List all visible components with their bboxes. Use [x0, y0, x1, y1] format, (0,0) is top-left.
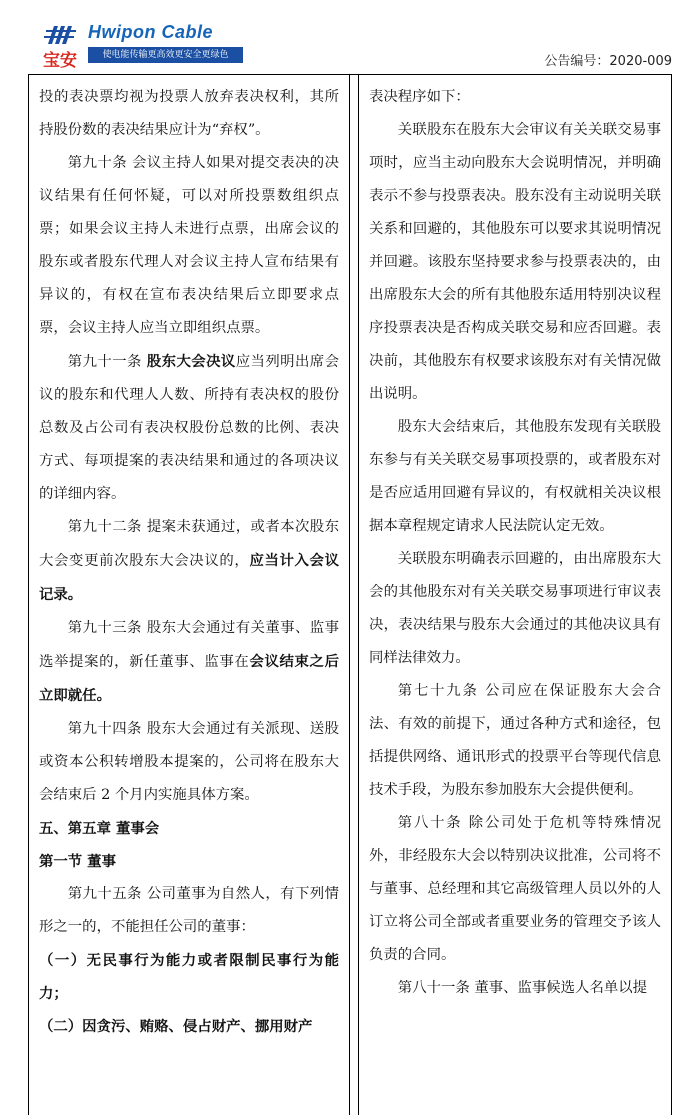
article-93-body: 第九十三条 股东大会通过有关董事、监事选举提案的，新任董事、监事在	[39, 620, 339, 670]
chapter-heading: 五、第五章 董事会	[39, 820, 160, 837]
right-column	[358, 75, 671, 1115]
article-93-bold: 会议结束之后立即就任。	[39, 653, 339, 704]
clause-1: （一）无民事行为能力或者限制民事行为能力；	[39, 952, 339, 1002]
article-94: 第九十四条 股东大会通过有关派现、送股或资本公积转增股本提案的，公司将在股东大会结束后 2 个月内实施具体方案。	[39, 721, 339, 803]
article-79: 第七十九条 公司应在保证股东大会合法、有效的前提下，通过各种方式和途径，包括提供网络、通讯形式的投票平台等现代信息技术手段，为股东参加股东大会提供便利。	[369, 683, 661, 798]
article-92-body: 第九十二条 提案未获通过，或者本次股东大会变更前次股东大会决议的，	[39, 519, 339, 569]
article-81: 第八十一条 董事、监事候选人名单以提	[397, 980, 648, 996]
clause-2: （二）因贪污、贿赂、侵占财产、挪用财产	[39, 1018, 313, 1035]
left-column	[29, 75, 350, 1115]
article-91	[39, 345, 339, 511]
left-paragraph-1: 投的表决票均视为投票人放弃表决权利，其所持股份数的表决结果应计为“弃权”。	[39, 89, 339, 138]
comparison-table	[28, 74, 672, 1115]
section-heading: 第一节 董事	[39, 853, 116, 870]
right-paragraph-1: 表决程序如下：	[369, 89, 470, 105]
logo-mark	[38, 22, 82, 71]
company-logo	[38, 22, 248, 71]
article-91-bold: 股东大会决议	[146, 353, 236, 370]
abstention-rule: 关联股东明确表示回避的，由出席股东大会的其他股东对有关关联交易事项进行审议表决，表决结果与股东大会通过的其他决议具有同样法律效力。	[369, 551, 661, 666]
logo-slogan: 使电能传输更高效更安全更绿色	[88, 47, 243, 63]
related-shareholder-rule: 关联股东在股东大会审议有关关联交易事项时，应当主动向股东大会说明情况，并明确表示不参与投票表决。股东没有主动说明关联关系和回避的，其他股东可以要求其说明情况并回避。该股东坚持要求参与投票表决的，由出席股东大会的所有其他股东适用特别决议程序投票表决是否构成关联交易和应否回避。表决前，其他股东有权要求该股东对有关情况做出说明。	[369, 122, 661, 402]
logo-bars-icon	[44, 24, 78, 46]
logo-chinese-text: 宝安	[43, 51, 77, 71]
logo-english-text: Hwipon Cable	[88, 22, 214, 42]
post-meeting-rule: 股东大会结束后，其他股东发现有关联股东参与有关关联交易事项投票的，或者股东对是否应适用回避有异议的，有权就相关决议根据本章程规定请求人民法院认定无效。	[369, 419, 661, 534]
article-91-number: 第九十一条	[67, 354, 147, 370]
article-91-body: 应当列明出席会议的股东和代理人人数、所持有表决权的股份总数及占公司有表决权股份总数的比例、表决方式、每项提案的表决结果和通过的各项决议的详细内容。	[39, 354, 339, 502]
page-header	[0, 0, 700, 74]
announcement-number: 公告编号：2020-009	[544, 54, 672, 69]
article-92	[39, 511, 339, 612]
article-80: 第八十条 除公司处于危机等特殊情况外，非经股东大会以特别决议批准，公司将不与董事、总经理和其它高级管理人员以外的人订立将公司全部或者重要业务的管理交予该人负责的合同。	[369, 815, 661, 963]
article-90: 第九十条 会议主持人如果对提交表决的决议结果有任何怀疑，可以对所投票数组织点票；如果会议主持人未进行点票，出席会议的股东或者股东代理人对会议主持人宣布结果有异议的，有权在宣布表决结果后立即要求点票，会议主持人应当立即组织点票。	[39, 155, 339, 336]
article-92-bold: 应当计入会议记录。	[39, 552, 339, 603]
article-93	[39, 612, 339, 713]
article-95: 第九十五条 公司董事为自然人，有下列情形之一的，不能担任公司的董事：	[39, 886, 339, 935]
